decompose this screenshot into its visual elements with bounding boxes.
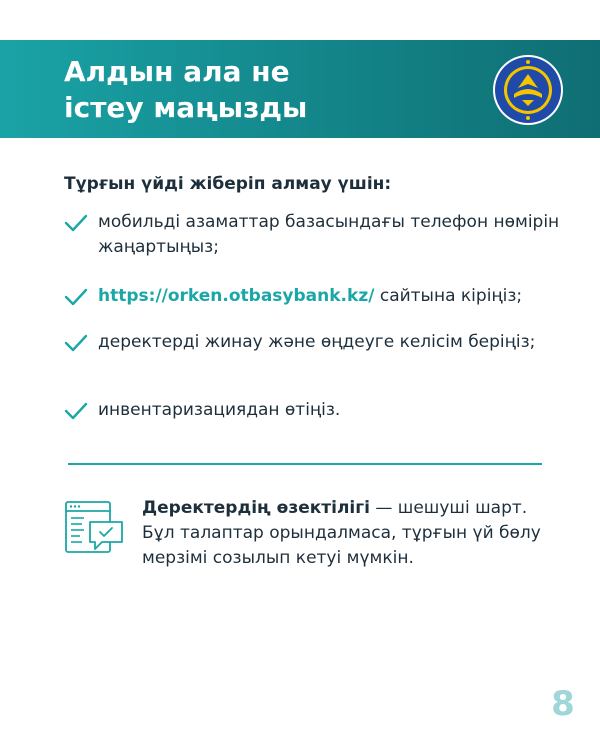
- checkmark-icon: [64, 402, 88, 420]
- note-bold-text: Деректердің өзектілігі: [142, 498, 370, 518]
- checkmark-icon: [64, 334, 88, 352]
- note-text: — шешуші шарт. Бұл талаптар орындалмаса, тұрғын үй бөлу мерзімі созылып кетуі мүмкін.: [142, 498, 541, 568]
- checklist-item-text: [98, 284, 563, 309]
- checklist-heading: Тұрғын үйді жіберіп алмау үшін:: [64, 174, 392, 194]
- title-line-1: Алдын ала не: [64, 55, 290, 88]
- header-banner: [0, 40, 600, 138]
- checklist-item-text: деректерді жинау және өңдеуге келісім беріңіз;: [98, 332, 536, 352]
- section-divider: [68, 463, 542, 465]
- title-line-2: істеу маңызды: [64, 91, 308, 124]
- document-chat-icon: [64, 500, 126, 558]
- checklist-item-text: инвентаризациядан өтіңіз.: [98, 400, 341, 420]
- checkmark-icon: [64, 214, 88, 232]
- coat-of-arms-icon: [492, 54, 564, 126]
- checkmark-icon: [64, 288, 88, 306]
- page-number: 8: [551, 684, 575, 724]
- website-link[interactable]: https://orken.otbasybank.kz/: [98, 286, 375, 306]
- checklist-item-text: мобильді азаматтар базасындағы телефон нөмірін жаңартыңыз;: [98, 212, 560, 257]
- page-title: [64, 54, 444, 126]
- checklist-item-suffix: сайтына кіріңіз;: [374, 286, 523, 306]
- data-relevance-note: [142, 496, 562, 571]
